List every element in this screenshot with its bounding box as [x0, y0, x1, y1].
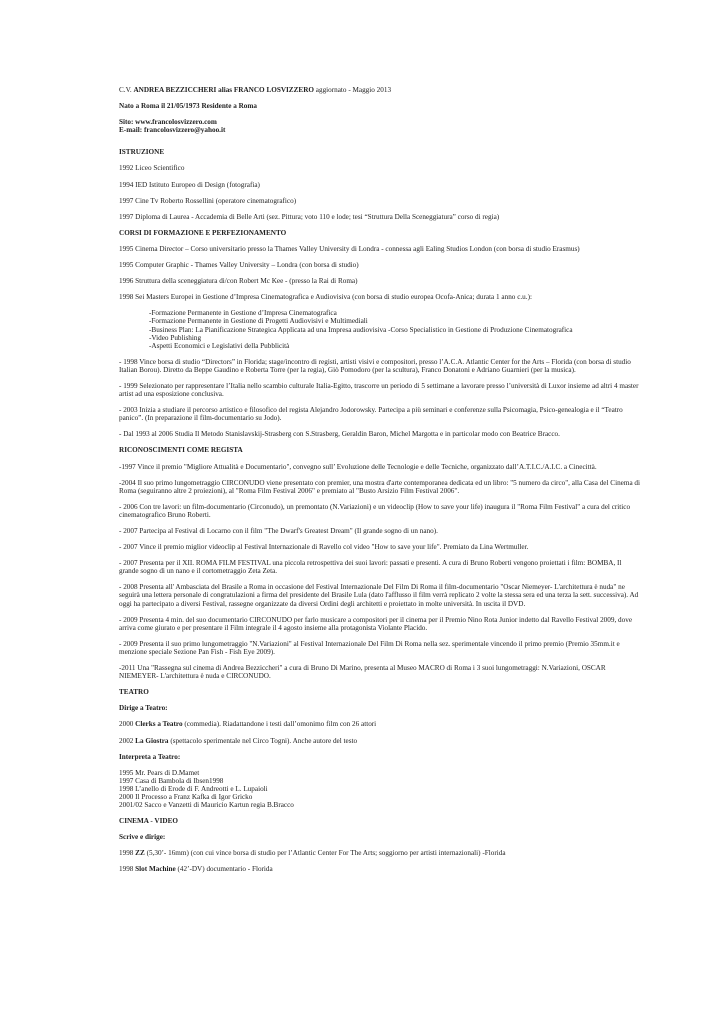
item-description: (commedia). Riadattandone i testi dall’omonimo film con 26 attori: [184, 720, 377, 729]
list-item: 1998 Sei Masters Europei in Gestione d’Impresa Cinematografica e Audiovisiva (con borsa di studio europea Ocofa-Anica; durata 1 anno c.u.):: [119, 293, 532, 302]
list-item: - 2009 Presenta il suo primo lungometraggio "N.Variazioni" al Festival Internazionale Del Film Di Roma nella sez. sperimentale vincendo il primo premio (Premio 35mm.it e menzione speciale Sezione Pan Fish - Fish Eye 2009).: [119, 639, 620, 656]
list-item: 1998 L’anello di Erode di F. Andreotti e L. Lupaioli: [119, 784, 268, 793]
list-item: - 1998 Vince borsa di studio “Directors” in Florida; stage/incontro di registi, artisti visivi e compositori, presso l’A.C.A. Atlantic Center for the Arts – Florida (con borsa di studio Italian Borou). Diretto da Beppe Gaudino e Roberta Torre (per la regia), Giò Pomodoro (per la scultura), Franco Donatoni e Adriano Guarnieri (per la musica).: [119, 357, 631, 374]
list-item: - 2007 Presenta per il XII. ROMA FILM FESTIVAL una piccola retrospettiva dei suoi lavori: passati e presenti. A cura di Bruno Roberti vengono proiettati i film: BOMBA, Il grande sogno di un nano e il cortometraggio Zeta Zeta.: [119, 559, 622, 576]
master-item: -Formazione Permanente in Gestione d’Impresa Cinematografica: [149, 309, 337, 318]
list-item: 1995 Computer Graphic - Thames Valley University – Londra (con borsa di studio): [119, 261, 359, 270]
item-year: 1998: [119, 865, 134, 874]
list-item: - 2007 Vince il premio miglior videoclip al Festival Internazionale di Ravello col video "How to save your life". Premiato da Lina Wertmuller.: [119, 543, 529, 552]
item-description: (spettacolo sperimentale nel Circo Togni). Anche autore del testo: [170, 736, 358, 745]
list-item: 1994 IED Istituto Europeo di Design (fotografia): [119, 180, 260, 189]
author-name: ANDREA BEZZICCHERI alias FRANCO LOSVIZZERO: [133, 86, 314, 94]
list-item: [119, 865, 641, 873]
item-year: 2000: [119, 720, 134, 729]
master-item: -Business Plan: La Pianificazione Strategica Applicata ad una Impresa audiovisiva -Corso Specialistico in Gestione di Produzione Cinematografica: [149, 325, 573, 334]
cv-document: [119, 86, 641, 882]
item-description: (42’-DV) documentario - Florida: [177, 865, 273, 874]
section-heading-riconoscimenti: RICONOSCIMENTI COME REGISTA: [119, 446, 243, 455]
list-item: - 2006 Con tre lavori: un film-documentario (Circonudo), un premontato (N.Variazioni) e un videoclip (How to save your life) inaugura il "Roma Film Festival" a cura del critico cinematografico Bruno Roberti.: [119, 502, 631, 519]
item-title: ZZ: [135, 849, 145, 858]
list-item: - 1999 Selezionato per rappresentare l’Italia nello scambio culturale Italia-Egitto, trascorre un periodo di 5 settimane a lavorare presso l’università di Luxor insieme ad altri 4 master artist ad una esposizione conclusiva.: [119, 381, 639, 399]
update-date: aggiornato - Maggio 2013: [315, 86, 392, 94]
section-heading-teatro: TEATRO: [119, 688, 149, 697]
item-title: Clerks a Teatro: [135, 720, 183, 729]
list-item: 1996 Struttura della sceneggiatura di/con Robert Mc Kee - (presso la Rai di Roma): [119, 277, 358, 286]
list-item: - Dal 1993 al 2006 Studia Il Metodo Stanislavskij-Strasberg con S.Strasberg, Geraldin Baron, Michel Margotta e in particolar modo con Beatrice Bracco.: [119, 430, 560, 439]
list-item: [119, 720, 641, 728]
item-title: Slot Machine: [135, 865, 176, 874]
contact-block: [119, 118, 641, 134]
master-item: -Aspetti Economici e Legislativi della Pubblicità: [149, 341, 290, 350]
cv-title-line: [119, 86, 641, 94]
cv-prefix: C.V.: [119, 86, 132, 94]
list-item: 1995 Cinema Director – Corso universitario presso la Thames Valley University di Londra - connessa agli Ealing Studios London (con borsa di studio Erasmus): [119, 244, 580, 253]
list-item: 1995 Mr. Pears di D.Mamet: [119, 768, 200, 777]
section-heading-corsi: CORSI DI FORMAZIONE E PERFEZIONAMENTO: [119, 228, 287, 237]
master-item: -Video Publishing: [149, 333, 202, 342]
email[interactable]: E-mail: francolosvizzero@yahoo.it: [119, 126, 226, 135]
item-year: 2002: [119, 736, 134, 745]
list-item: - 2008 Presenta all' Ambasciata del Brasile a Roma in occasione del Festival Internazionale Del Film Di Roma il film-documentario "Oscar Niemeyer- L'architettura è nuda" ne seguirà una lettera personale di congratulazioni a firma del presidente del Brasile Lula (dato l'afflusso il film verrà replicato 2 volte la stessa sera ed una terza la sett. successiva). Ad oggi ha partecipato a diversi Festival, rassegne organizzate da diversi Ordini degli architetti e proiettato in molte università. In uscita il DVD.: [119, 583, 639, 608]
list-item: - 2003 Inizia a studiare il percorso artistico e filosofico del regista Alejandro Jodorowsky. Partecipa a più seminari e conferenze sulla Psicomagia, Psico-genealogia e il “Teatro panico”. (In preparazione il film-documentario su Jodo).: [119, 406, 623, 423]
list-item: 1997 Casa di Bambola di Ibsen1998: [119, 776, 224, 785]
masters-list: [119, 309, 641, 349]
list-item: -2004 Il suo primo lungometraggio CIRCONUDO viene presentato con premier, una mostra d'arte contemporanea dedicata ed un libro: "5 numero da circo", alla Casa del Cinema di Roma (seguiranno altre 2 proiezioni), al "Roma Film Festival 2006" e premiato al "Busto Arsizio Film Festival 2006".: [119, 478, 641, 495]
list-item: 2000 Il Processo a Franz Kafka di Igor Gricko: [119, 792, 253, 801]
list-item: 1992 Liceo Scientifico: [119, 164, 185, 173]
interpreta-list: [119, 769, 641, 809]
item-year: 1998: [119, 849, 134, 858]
master-item: -Formazione Permanente in Gestione di Progetti Audiovisivi e Multimediali: [149, 317, 368, 326]
list-item: - 2007 Partecipa al Festival di Locarno con il film "The Dwarf's Greatest Dream" (Il grande sogno di un nano).: [119, 527, 438, 535]
list-item: - 2009 Presenta 4 min. del suo documentario CIRCONUDO per farlo musicare a compositori per il cinema per il Premio Nino Rota Junior indetto dal Ravello Festival 2009, dove arriva come giurato e per presentare il Film integrale il 4 agosto insieme alla protagonista Violante Placido.: [119, 615, 633, 632]
website[interactable]: Sito: www.francolosvizzero.com: [119, 118, 217, 127]
list-item: -2011 Una "Rassegna sul cinema di Andrea Bezziccheri" a cura di Bruno Di Marino, presenta al Museo MACRO di Roma i 3 suoi lungometraggi: N.Variazioni, OSCAR NIEMEYER- L'architettura è nuda e CIRCONUDO.: [119, 664, 606, 681]
list-item: -1997 Vince il premio "Migliore Attualità e Documentario", convegno sull’ Evoluzione delle Tecnologie e delle Tecniche, organizzato dall’A.T.I.C./A.I.C. a Cinecittà.: [119, 462, 597, 471]
section-heading-cinema: CINEMA - VIDEO: [119, 817, 178, 826]
list-item: 1997 Diploma di Laurea - Accademia di Belle Arti (sez. Pittura; voto 110 e lode; tesi “Struttura Della Sceneggiatura” corso di regia): [119, 212, 500, 221]
section-heading-istruzione: ISTRUZIONE: [119, 148, 165, 157]
subheading-dirige: Dirige a Teatro:: [119, 704, 168, 713]
subheading-interpreta: Interpreta a Teatro:: [119, 752, 181, 761]
subheading-scrive: Scrive e dirige:: [119, 833, 166, 842]
list-item: 1997 Cine Tv Roberto Rossellini (operatore cinematografico): [119, 196, 297, 205]
item-description: (5,30’- 16mm) (con cui vince borsa di studio per l’Atlantic Center For The Arts; soggiorno per artisti internazionali) -Florida: [146, 849, 506, 858]
list-item: [119, 737, 641, 745]
birth-info: Nato a Roma il 21/05/1973 Residente a Roma: [119, 102, 257, 111]
list-item: 2001/02 Sacco e Vanzetti di Mauricio Kartun regia B.Bracco: [119, 801, 294, 810]
item-title: La Giostra: [135, 736, 169, 745]
list-item: [119, 849, 641, 857]
